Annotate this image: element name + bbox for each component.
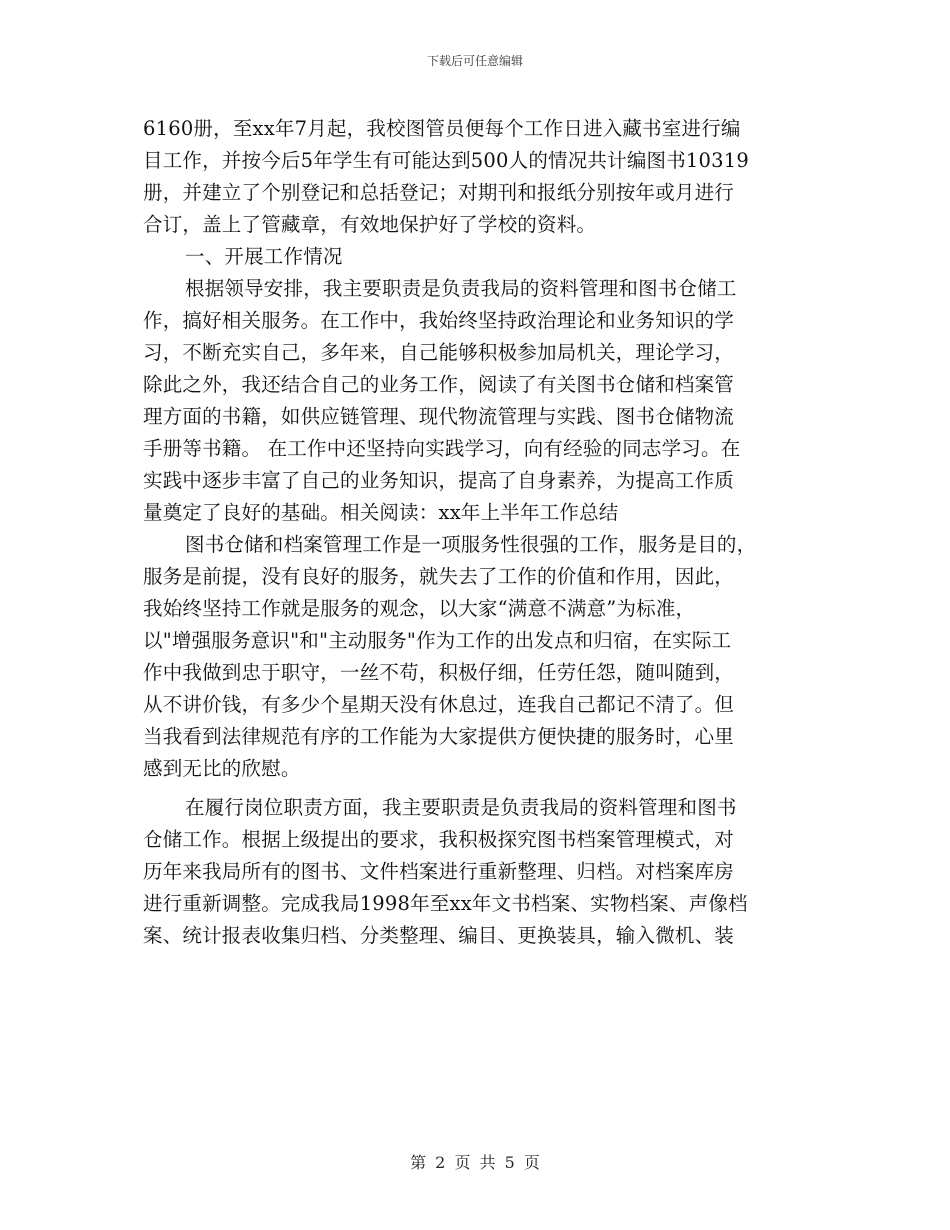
- body-line: 服务是前提，没有良好的服务，就失去了工作的价值和作用，因此，: [143, 565, 735, 588]
- body-line: 实践中逐步丰富了自己的业务知识，提高了自身素养，为提高工作质: [143, 469, 735, 492]
- section-heading: 一、开展工作情况: [185, 245, 343, 268]
- body-line: 手册等书籍。 在工作中还坚持向实践学习，向有经验的同志学习。在: [143, 437, 741, 460]
- paragraph-start-line: 在履行岗位职责方面，我主要职责是负责我局的资料管理和图书: [185, 796, 737, 819]
- body-line: 量奠定了良好的基础。相关阅读：xx年上半年工作总结: [143, 501, 619, 524]
- paragraph-start-line: 图书仓储和档案管理工作是一项服务性很强的工作，服务是目的，: [185, 533, 757, 556]
- page-number-footer: 第 2 页 共 5 页: [410, 1153, 540, 1172]
- body-line: 感到无比的欣慰。: [143, 757, 301, 780]
- body-line: 进行重新调整。完成我局1998年至xx年文书档案、实物档案、声像档: [143, 892, 748, 915]
- body-line: 从不讲价钱，有多少个星期天没有休息过，连我自己都记不清了。但: [143, 693, 735, 716]
- body-line: 案、统计报表收集归档、分类整理、编目、更换装具，输入微机、装: [143, 924, 735, 947]
- page-header: 下载后可任意编辑: [426, 54, 523, 68]
- body-line: 我始终坚持工作就是服务的观念，以大家“满意不满意”为标准，: [143, 597, 696, 620]
- body-line: 6160册，至xx年7月起，我校图管员便每个工作日进入藏书室进行编: [143, 117, 741, 140]
- body-line: 仓储工作。根据上级提出的要求，我积极探究图书档案管理模式，对: [143, 828, 735, 851]
- paragraph-start-line: 根据领导安排，我主要职责是负责我局的资料管理和图书仓储工: [185, 277, 737, 300]
- body-line: 作中我做到忠于职守，一丝不苟，积极仔细，任劳任怨，随叫随到，: [143, 661, 735, 684]
- body-line: 册，并建立了个别登记和总括登记；对期刊和报纸分别按年或月进行: [143, 181, 735, 204]
- body-line: 当我看到法律规范有序的工作能为大家提供方便快捷的服务时，心里: [143, 725, 735, 748]
- body-line: 理方面的书籍，如供应链管理、现代物流管理与实践、图书仓储物流: [143, 405, 735, 428]
- body-line: 除此之外，我还结合自己的业务工作，阅读了有关图书仓储和档案管: [143, 373, 735, 396]
- body-line: 习，不断充实自己，多年来，自己能够积极参加局机关，理论学习，: [143, 341, 735, 364]
- body-line: 历年来我局所有的图书、文件档案进行重新整理、归档。对档案库房: [143, 860, 735, 883]
- body-line: 作，搞好相关服务。在工作中，我始终坚持政治理论和业务知识的学: [143, 309, 735, 332]
- document-body: [143, 113, 813, 952]
- body-line: 以"增强服务意识"和"主动服务"作为工作的出发点和归宿，在实际工: [143, 629, 732, 652]
- body-line: 目工作，并按今后5年学生有可能达到500人的情况共计编图书10319: [143, 149, 749, 172]
- body-line: 合订，盖上了管藏章，有效地保护好了学校的资料。: [143, 213, 597, 236]
